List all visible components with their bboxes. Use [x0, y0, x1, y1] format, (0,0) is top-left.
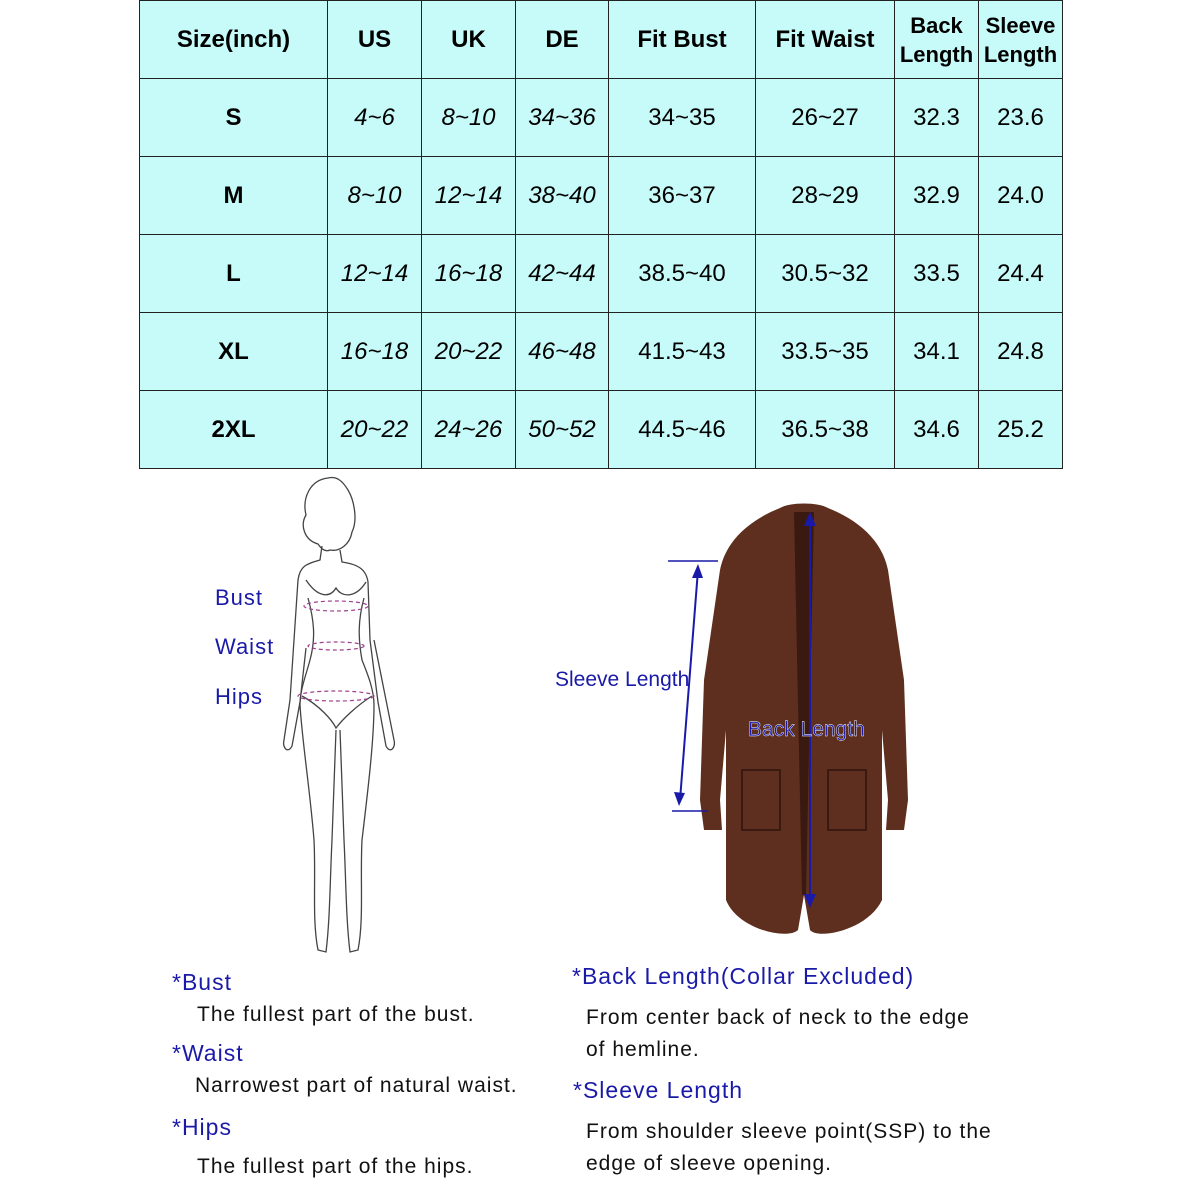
table-row — [140, 313, 1063, 391]
table-header-row — [140, 1, 1063, 79]
sleeve-length-description-line2: edge of sleeve opening. — [586, 1152, 833, 1175]
table-cell: 32.3 — [895, 79, 979, 157]
header-us: US — [328, 1, 422, 79]
table-cell: 12~14 — [328, 235, 422, 313]
table-cell: 32.9 — [895, 157, 979, 235]
table-row — [140, 157, 1063, 235]
waist-label: Waist — [215, 634, 275, 659]
header-fit-waist: Fit Waist — [756, 1, 895, 79]
table-cell: 44.5~46 — [609, 391, 756, 469]
table-cell: 25.2 — [979, 391, 1063, 469]
size-cell: L — [140, 235, 328, 313]
hips-description: The fullest part of the hips. — [197, 1155, 474, 1178]
table-cell: 46~48 — [516, 313, 609, 391]
header-de: DE — [516, 1, 609, 79]
table-cell: 33.5 — [895, 235, 979, 313]
table-cell: 36.5~38 — [756, 391, 895, 469]
back-length-term: *Back Length(Collar Excluded) — [572, 963, 915, 989]
back-length-description-line2: of hemline. — [586, 1038, 700, 1061]
bust-label: Bust — [215, 585, 264, 610]
table-cell: 38.5~40 — [609, 235, 756, 313]
table-cell: 8~10 — [422, 79, 516, 157]
sleeve-length-description-line1: From shoulder sleeve point(SSP) to the — [586, 1120, 992, 1143]
bust-term: *Bust — [172, 969, 232, 995]
size-chart-table — [139, 0, 1063, 469]
header-back-length: Back Length — [895, 1, 979, 79]
table-cell: 24.8 — [979, 313, 1063, 391]
size-cell: M — [140, 157, 328, 235]
table-row — [140, 391, 1063, 469]
table-cell: 16~18 — [422, 235, 516, 313]
table-cell: 41.5~43 — [609, 313, 756, 391]
header-uk: UK — [422, 1, 516, 79]
table-cell: 26~27 — [756, 79, 895, 157]
table-cell: 34~35 — [609, 79, 756, 157]
table-row — [140, 235, 1063, 313]
header-sleeve-length: Sleeve Length — [979, 1, 1063, 79]
table-row — [140, 79, 1063, 157]
sleeve-length-term: *Sleeve Length — [573, 1077, 744, 1103]
table-cell: 42~44 — [516, 235, 609, 313]
table-cell: 34.6 — [895, 391, 979, 469]
waist-term: *Waist — [172, 1040, 244, 1066]
header-size: Size(inch) — [140, 1, 328, 79]
size-cell: S — [140, 79, 328, 157]
size-cell: XL — [140, 313, 328, 391]
table-cell: 36~37 — [609, 157, 756, 235]
table-cell: 12~14 — [422, 157, 516, 235]
table-cell: 16~18 — [328, 313, 422, 391]
header-fit-bust: Fit Bust — [609, 1, 756, 79]
table-cell: 33.5~35 — [756, 313, 895, 391]
table-cell: 34.1 — [895, 313, 979, 391]
hips-label: Hips — [215, 684, 264, 709]
table-cell: 34~36 — [516, 79, 609, 157]
table-cell: 24.4 — [979, 235, 1063, 313]
back-length-description-line1: From center back of neck to the edge — [586, 1006, 970, 1029]
table-cell: 38~40 — [516, 157, 609, 235]
body-measurement-figure — [270, 470, 420, 970]
table-cell: 24~26 — [422, 391, 516, 469]
bust-description: The fullest part of the bust. — [197, 1003, 475, 1026]
table-cell: 20~22 — [422, 313, 516, 391]
size-cell: 2XL — [140, 391, 328, 469]
table-cell: 50~52 — [516, 391, 609, 469]
table-cell: 20~22 — [328, 391, 422, 469]
hips-term: *Hips — [172, 1114, 232, 1140]
table-cell: 28~29 — [756, 157, 895, 235]
table-cell: 23.6 — [979, 79, 1063, 157]
table-cell: 4~6 — [328, 79, 422, 157]
back-length-label: Back Length — [748, 718, 865, 741]
table-cell: 30.5~32 — [756, 235, 895, 313]
table-cell: 8~10 — [328, 157, 422, 235]
waist-description: Narrowest part of natural waist. — [195, 1074, 518, 1097]
table-cell: 24.0 — [979, 157, 1063, 235]
sleeve-length-label: Sleeve Length — [555, 668, 690, 691]
